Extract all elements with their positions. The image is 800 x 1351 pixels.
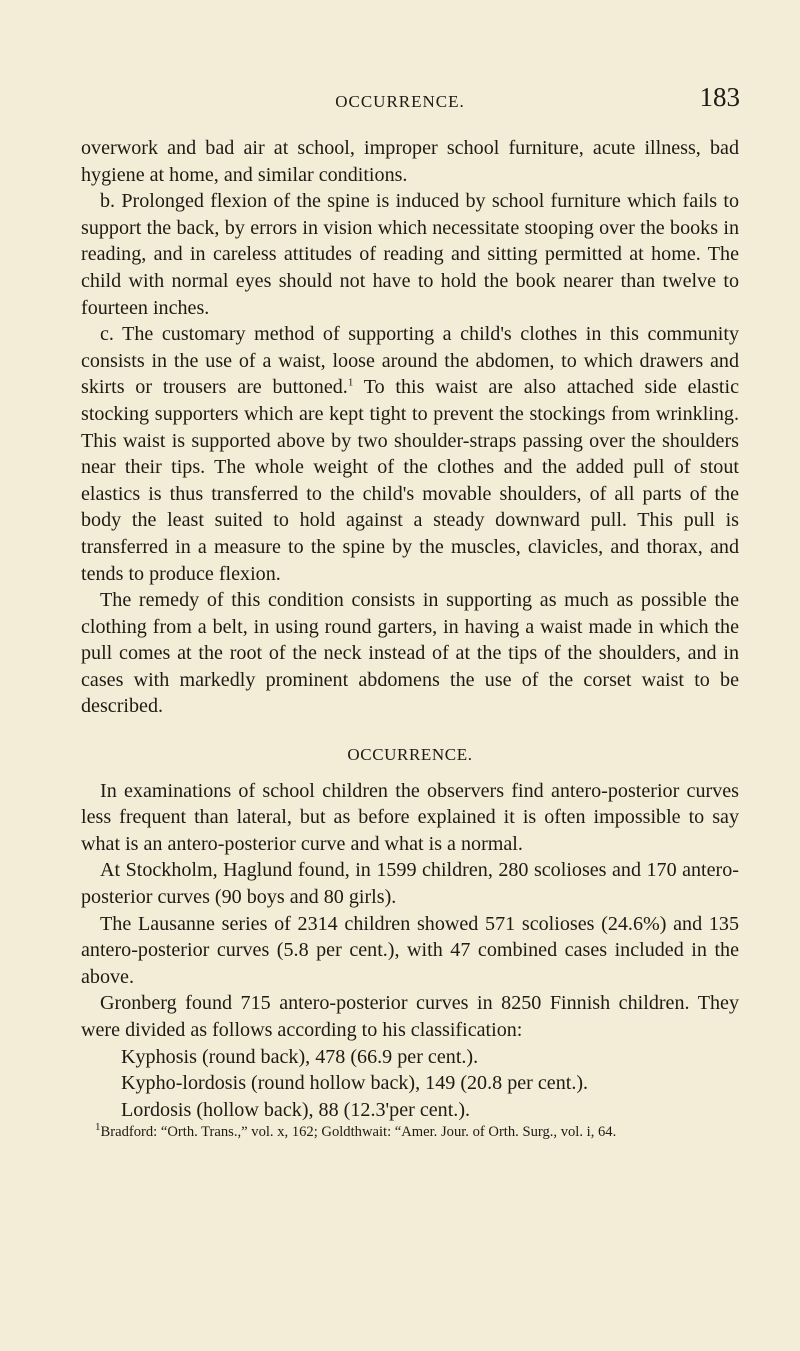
paragraph-c-rest: To this waist are also attached side elastic stocking supporters which are kept tight to prevent the stockings from wrinkling. This waist is supported above by two shoulder-straps passing over the shoulders near their tips. The whole weight of the clothes and the added pull of stout elastics is thus transferred to the child's movable shoulders, of all parts of the body the least suited to hold against a steady downward pull. This pull is transferred in a measure to the spine by the muscles, clavicles, and thorax, and tends to produce flexion. — [81, 376, 739, 585]
page-number: 183 — [699, 82, 740, 112]
section-title: OCCURRENCE. — [347, 745, 473, 765]
paragraph-remedy: The remedy of this condition consists in supporting as much as possible the clothing from a belt, in using round garters, in having a waist made in which the pull comes at the root of the neck instead of at the tips of the shoulders, and in cases with markedly prominent abdomens the use of the corset waist to be described. — [81, 589, 739, 718]
section-paragraph-4: Gronberg found 715 antero-posterior curves in 8250 Finnish children. They were divided as follows according to his classification: — [81, 992, 739, 1041]
classification-kyphosis: Kyphosis (round back), 478 (66.9 per cent.). — [121, 1045, 479, 1068]
classification-lordosis: Lordosis (hollow back), 88 (12.3'per cent.). — [121, 1098, 471, 1121]
footnote-number: 1 — [95, 1121, 101, 1134]
footnote — [81, 1123, 739, 1142]
paragraph-continued: overwork and bad air at school, improper school furniture, acute illness, bad hygiene at home, and similar conditions. — [81, 137, 739, 186]
paragraph-c-start: c. The customary method of supporting a child's clothes in this community consists in the use of a waist, loose around the abdomen, to which drawers and skirts or trousers are buttoned. — [81, 323, 739, 399]
page-header — [0, 82, 800, 122]
running-head: OCCURRENCE. — [335, 92, 465, 111]
section-paragraph-1: In examinations of school children the observers find antero-posterior curves less frequent than lateral, but as before explained it is often impossible to say what is an antero-posterior curve and what is a normal. — [81, 779, 739, 855]
footnote-text: Bradford: “Orth. Trans.,” vol. x, 162; Goldthwait: “Amer. Jour. of Orth. Surg., vol. i, 64. — [100, 1124, 617, 1141]
page-body — [81, 135, 739, 1142]
classification-kypho-lordosis: Kypho-lordosis (round hollow back), 149 (20.8 per cent.). — [121, 1072, 589, 1095]
footnote-marker: 1 — [347, 376, 354, 389]
paragraph-b: b. Prolonged flexion of the spine is induced by school furniture which fails to support the back, by errors in vision which necessitate stooping over the books in reading, and in careless attitudes of reading and sitting permitted at home. The child with normal eyes should not have to hold the book nearer than twelve to fourteen inches. — [81, 190, 739, 319]
section-paragraph-2: At Stockholm, Haglund found, in 1599 children, 280 scolioses and 170 antero-posterior curves (90 boys and 80 girls). — [81, 859, 739, 909]
section-paragraph-3: The Lausanne series of 2314 children showed 571 scolioses (24.6%) and 135 antero-posterior curves (5.8 per cent.), with 47 combined cases included in the above. — [81, 912, 739, 988]
paragraph-c — [81, 321, 739, 587]
